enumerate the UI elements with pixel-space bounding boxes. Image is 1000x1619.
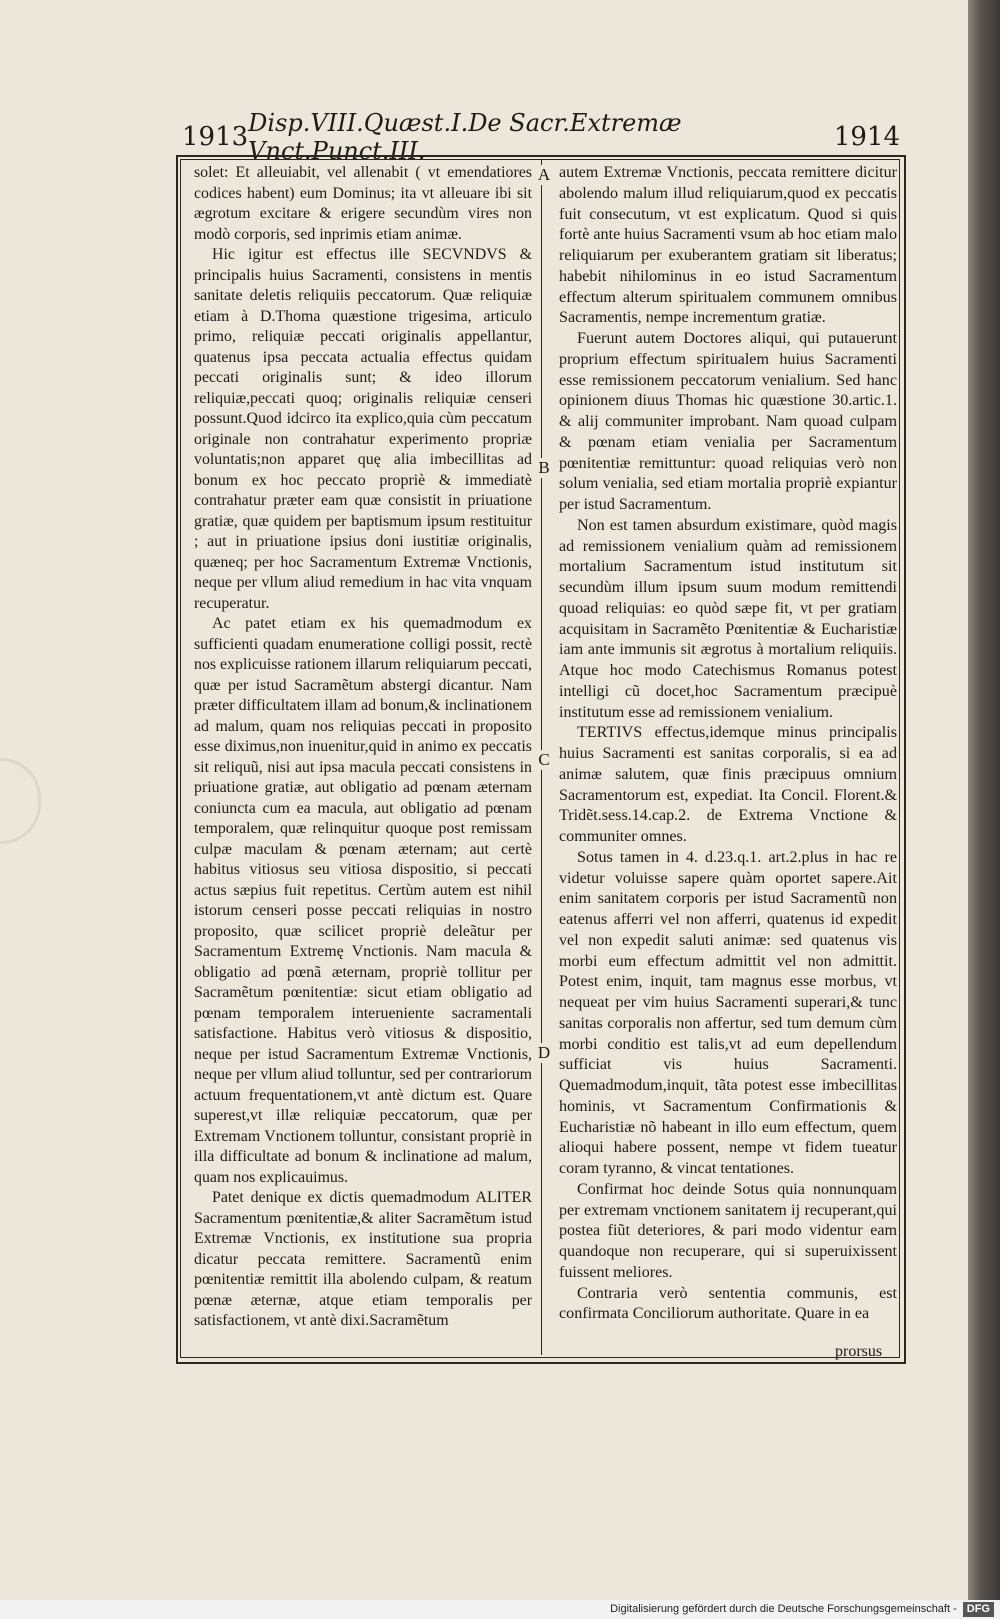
page-number-right: 1914	[833, 122, 900, 152]
paragraph: Confirmat hoc deinde Sotus quia nonnunquam per extremam vnctionem sanitatem ij recuperant,qui postea fiũt deteriores, & pari modo videntur eam quandoque non recuperare, qui si superuixissent fuissent meliores.	[559, 1180, 897, 1281]
margin-mark-c: C	[536, 750, 552, 770]
paragraph: Ac patet etiam ex his quemadmodum ex sufficienti quadam enumeratione colligi possit, rectè nos explicuisse rationem illarum reliquiarum peccati, quæ per istud Sacramẽtum abstergi dicantur. Nam præter difficultatem illam ad bonum,& inclinationem ad malum, quam nos reliquias peccati in proposito esse diximus,non inuenitur,quid in animo ex peccatis sit reliquũ, nisi aut ipsa macula peccati consistens in priuatione gratiæ, aut obligatio ad pœnam æternam coniuncta cum ea macula, aut obligatio ad pœnam temporalem, quæ relinquitur quoque post remissam culpæ maculam & pœnam æternam; aut certè habitus vitiosus seu vitiosa dispositio, si peccati actus sæpius fuit repetitus. Certùm autem est nihil istorum censeri posse peccati reliquias in nostro proposito, quæ scilicet propriè deleãtur per Sacramentum Extremę Vnctionis. Nam macula & obligatio ad pœnã æternam, propriè tollitur per Sacramẽtum pœnitentiæ: sicut etiam obligatio ad pœnam temporalem interueniente sacramentali satisfactione. Habitus verò vitiosus & dispositio, neque per istud Sacramentum Extremæ Vnctionis, neque per vllum aliud tolluntur, sed per contrariorum actuum frequentationem,vt antè dictum est. Quare superest,vt illæ reliquiæ peccatorum, quæ per Extremam Vnctionem tolluntur, consistant propriè in illa difficultate ad bonum & inclinatione ad malum, quam nos explicauimus.	[194, 615, 533, 1186]
paragraph: Hic igitur est effectus ille SECVNDVS & principalis huius Sacramenti, consistens in mentis sanitate deletis reliquiis peccatorum. Quæ reliquiæ etiam à D.Thoma quæstione trigesima, articulo primo, reliquiæ peccati originalis appellantur, quatenus ipsa peccata actualia effectus quidam peccati originalis sunt; & ideo illorum reliquiæ,peccati quoq; originalis reliquiæ censeri possunt.Quod idcirco ita explico,quia cùm peccatum originale non contrahatur experimento propriæ voluntatis;non apparet quę alia imbecillitas ad bonum ex hoc peccato propriè & immediatè contrahatur præter eam quæ consistit in priuatione gratiæ, quæ quidem per baptismum ipsum restituitur ; aut in priuatione ipsius doni iustitiæ originalis, quæneq; per hoc Sacramentum Extremæ Vnctionis, neque per vllum aliud remedium in hac vita vnquam recuperatur.	[194, 246, 532, 612]
catchword: prorsus	[835, 1343, 883, 1360]
page-number-left: 1913	[182, 122, 249, 152]
paragraph: Non est tamen absurdum existimare, quòd magis ad remissionem venialium quàm ad remissionem mortalium Sacramentum istud institutum sit secundùm illum ipsum suum modum remittendi quoad reliquias: eo quòd sæpe fit, vt per gratiam acquisitam in Sacramẽto Pœnitentiæ & Eucharistiæ iam ante immunis sit ægrotus à mortalium reliquiis. Atque hoc modo Catechismus Romanus potest intelligi cũ docet,hoc Sacramentum præcipuè institutum esse ad remissionem venialium.	[559, 516, 897, 721]
book-edge	[968, 0, 1000, 1600]
right-column	[559, 163, 897, 1325]
paragraph: solet: Et alleuiabit, vel allenabit ( vt emendatiores codices habent) eum Dominus; ita vt alleuare ibi sit ægrotum excitare & erigere secundùm vires non modò corporis, sed inprimis etiam animæ.	[194, 164, 532, 243]
digitization-footer	[0, 1600, 1000, 1619]
dfg-logo: DFG	[963, 1602, 994, 1617]
footer-credit: Digitalisierung gefördert durch die Deutsche Forschungsgemeinschaft -	[610, 1603, 957, 1615]
left-column	[194, 163, 532, 1332]
paragraph: autem Extremæ Vnctionis, peccata remittere dicitur abolendo malum illud reliquiarum,quod ex peccatis fuit consecutum, vt est explicatum. Quod si quis fortè ante huius Sacramenti vsum ab hoc etiam malo reliquiarum per exuberantem gratiam sit liberatus; habebit nihilominus in eo istud Sacramentum effectum alterum spiritualem communem omnibus Sacramentis, nempe incrementum gratiæ.	[559, 164, 897, 327]
running-title: Disp.VIII.Quæst.I.De Sacr.Extremæ Vnct.Punct.III.	[248, 109, 682, 165]
paragraph: Contraria verò sententia communis, est confirmata Conciliorum authoritate. Quare in ea	[559, 1284, 897, 1323]
paragraph: Sotus tamen in 4. d.23.q.1. art.2.plus in hac re videtur voluisse sapere quàm oportet sapere.Ait enim sanitatem corporis per istud Sacramentũ non eatenus afferri vel non afferri, quatenus id expedit vel non expedit saluti animæ: sed quatenus vis morbi eum effectum admittit vel non admittit. Potest enim, inquit, tam magnus esse morbus, vt nequeat per vim huius Sacramenti superari,& tunc sanitas corporalis non affertur, sed tum demum cùm morbi conditio est talis,vt ad eum depellendum sufficiat vis huius Sacramenti. Quemadmodum,inquit, tãta potest esse imbecillitas hominis, vt Sacramentum Confirmationis & Eucharistiæ nõ habeant in illo eum effectum, quem alioqui habere possent, nempe vt fidem tueatur coram tyranno, & vincat tentationes.	[559, 848, 897, 1177]
paragraph: Patet denique ex dictis quemadmodum ALITER Sacramentum pœnitentiæ,& aliter Sacramẽtum istud Extremæ Vnctionis, ex institutione sua propria dicatur peccata remittere. Sacramentũ enim pœnitentiæ remittit illa abolendo culpam, & reatum pœnæ æternæ, atque etiam temporalis per satisfactionem, vt antè dixi.Sacramẽtum	[194, 1189, 532, 1329]
paragraph: TERTIVS effectus,idemque minus principalis huius Sacramenti est sanitas corporalis, si ea ad animæ salutem, quæ finis præcipuus omnium Sacramentorum est, expediat. Ita Concil. Florent.& Tridẽt.sess.14.cap.2. de Extrema Vnctione & communiter omnes.	[559, 724, 897, 845]
page-header	[182, 109, 900, 165]
paragraph: Fuerunt autem Doctores aliqui, qui putauerunt proprium effectum spiritualem huius Sacramenti esse remissionem peccatorum venialium. Sed hanc opinionem diuus Thomas hic quæstione 30.artic.1. & alij communiter improbant. Nam quoad culpam & pœnam etiam venialia per Sacramentum pœnitentiæ remittuntur: quoad reliquias verò non solum venialia, sed etiam mortalia propriè expiantur per istud Sacramentum.	[559, 330, 897, 513]
margin-mark-b: B	[536, 458, 552, 478]
margin-mark-d: D	[537, 1043, 551, 1062]
margin-mark-a: A	[537, 165, 551, 184]
